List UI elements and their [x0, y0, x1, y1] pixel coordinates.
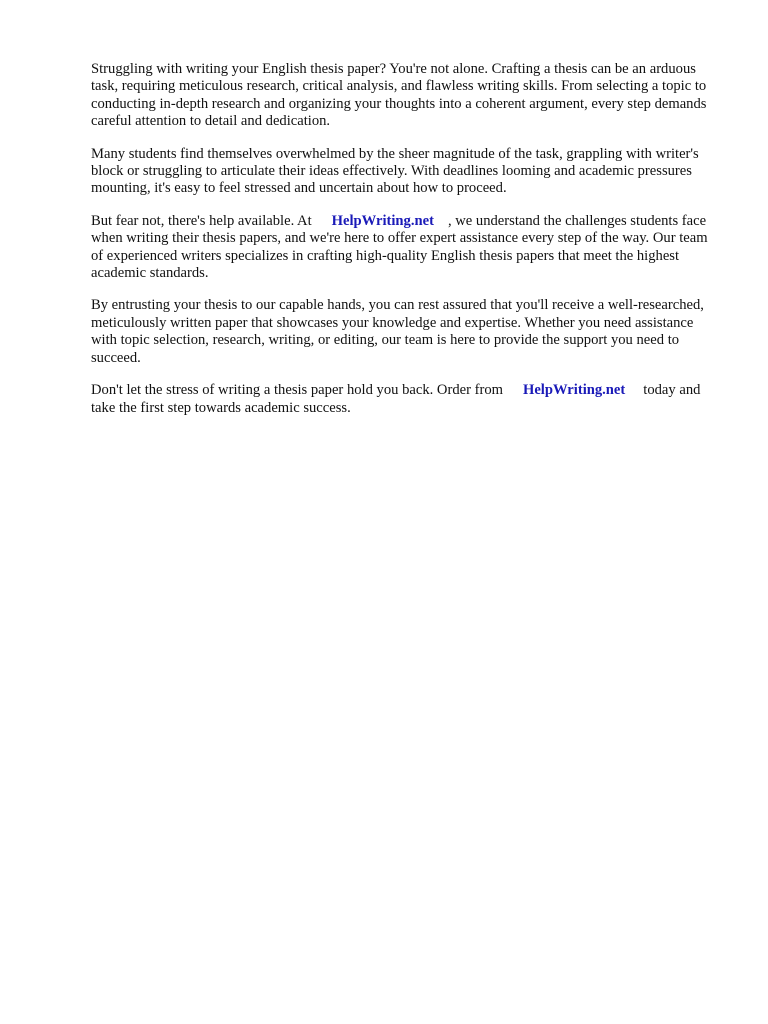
paragraph-entrusting: By entrusting your thesis to our capable hands, you can rest assured that you'll receive a well-researched, meticulously written paper that showcases your knowledge and expertise. Whether you need assistance with topic selection, research, writing, or editing, our team is here to provide the support you need to succeed.: [91, 297, 704, 366]
paragraph-overwhelmed: Many students find themselves overwhelmed by the sheer magnitude of the task, grappling with writer's block or struggling to articulate their ideas effectively. With deadlines looming and academic pressures mounting, it's easy to feel stressed and uncertain about how to proceed.: [91, 145, 699, 197]
paragraph-call-to-action: [91, 382, 721, 417]
helpwriting-link[interactable]: HelpWriting.net: [331, 212, 434, 229]
paragraph-call-to-action-lead: Don't let the stress of writing a thesis paper hold you back. Order from: [91, 382, 503, 399]
document-body: [91, 61, 721, 432]
paragraph-help-available: [91, 213, 721, 283]
helpwriting-order-link[interactable]: HelpWriting.net: [522, 382, 626, 399]
paragraph-help-available-rest: , we understand the challenges students face when writing their thesis papers, and we're here to offer expert assistance every step of the way. Our team of experienced writers specializes in crafting high-quality English thesis papers that meet the highest academic standards.: [91, 212, 708, 282]
paragraph-intro: Struggling with writing your English thesis paper? You're not alone. Crafting a thesis can be an arduous task, requiring meticulous research, critical analysis, and flawless writing skills. From selecting a topic to conducting in-depth research and organizing your thoughts into a coherent argument, every step demands careful attention to detail and dedication.: [91, 61, 707, 130]
paragraph-help-available-lead: But fear not, there's help available. At: [91, 212, 312, 229]
paragraph-call-to-action-rest: today and take the first step towards academic success.: [91, 382, 701, 416]
